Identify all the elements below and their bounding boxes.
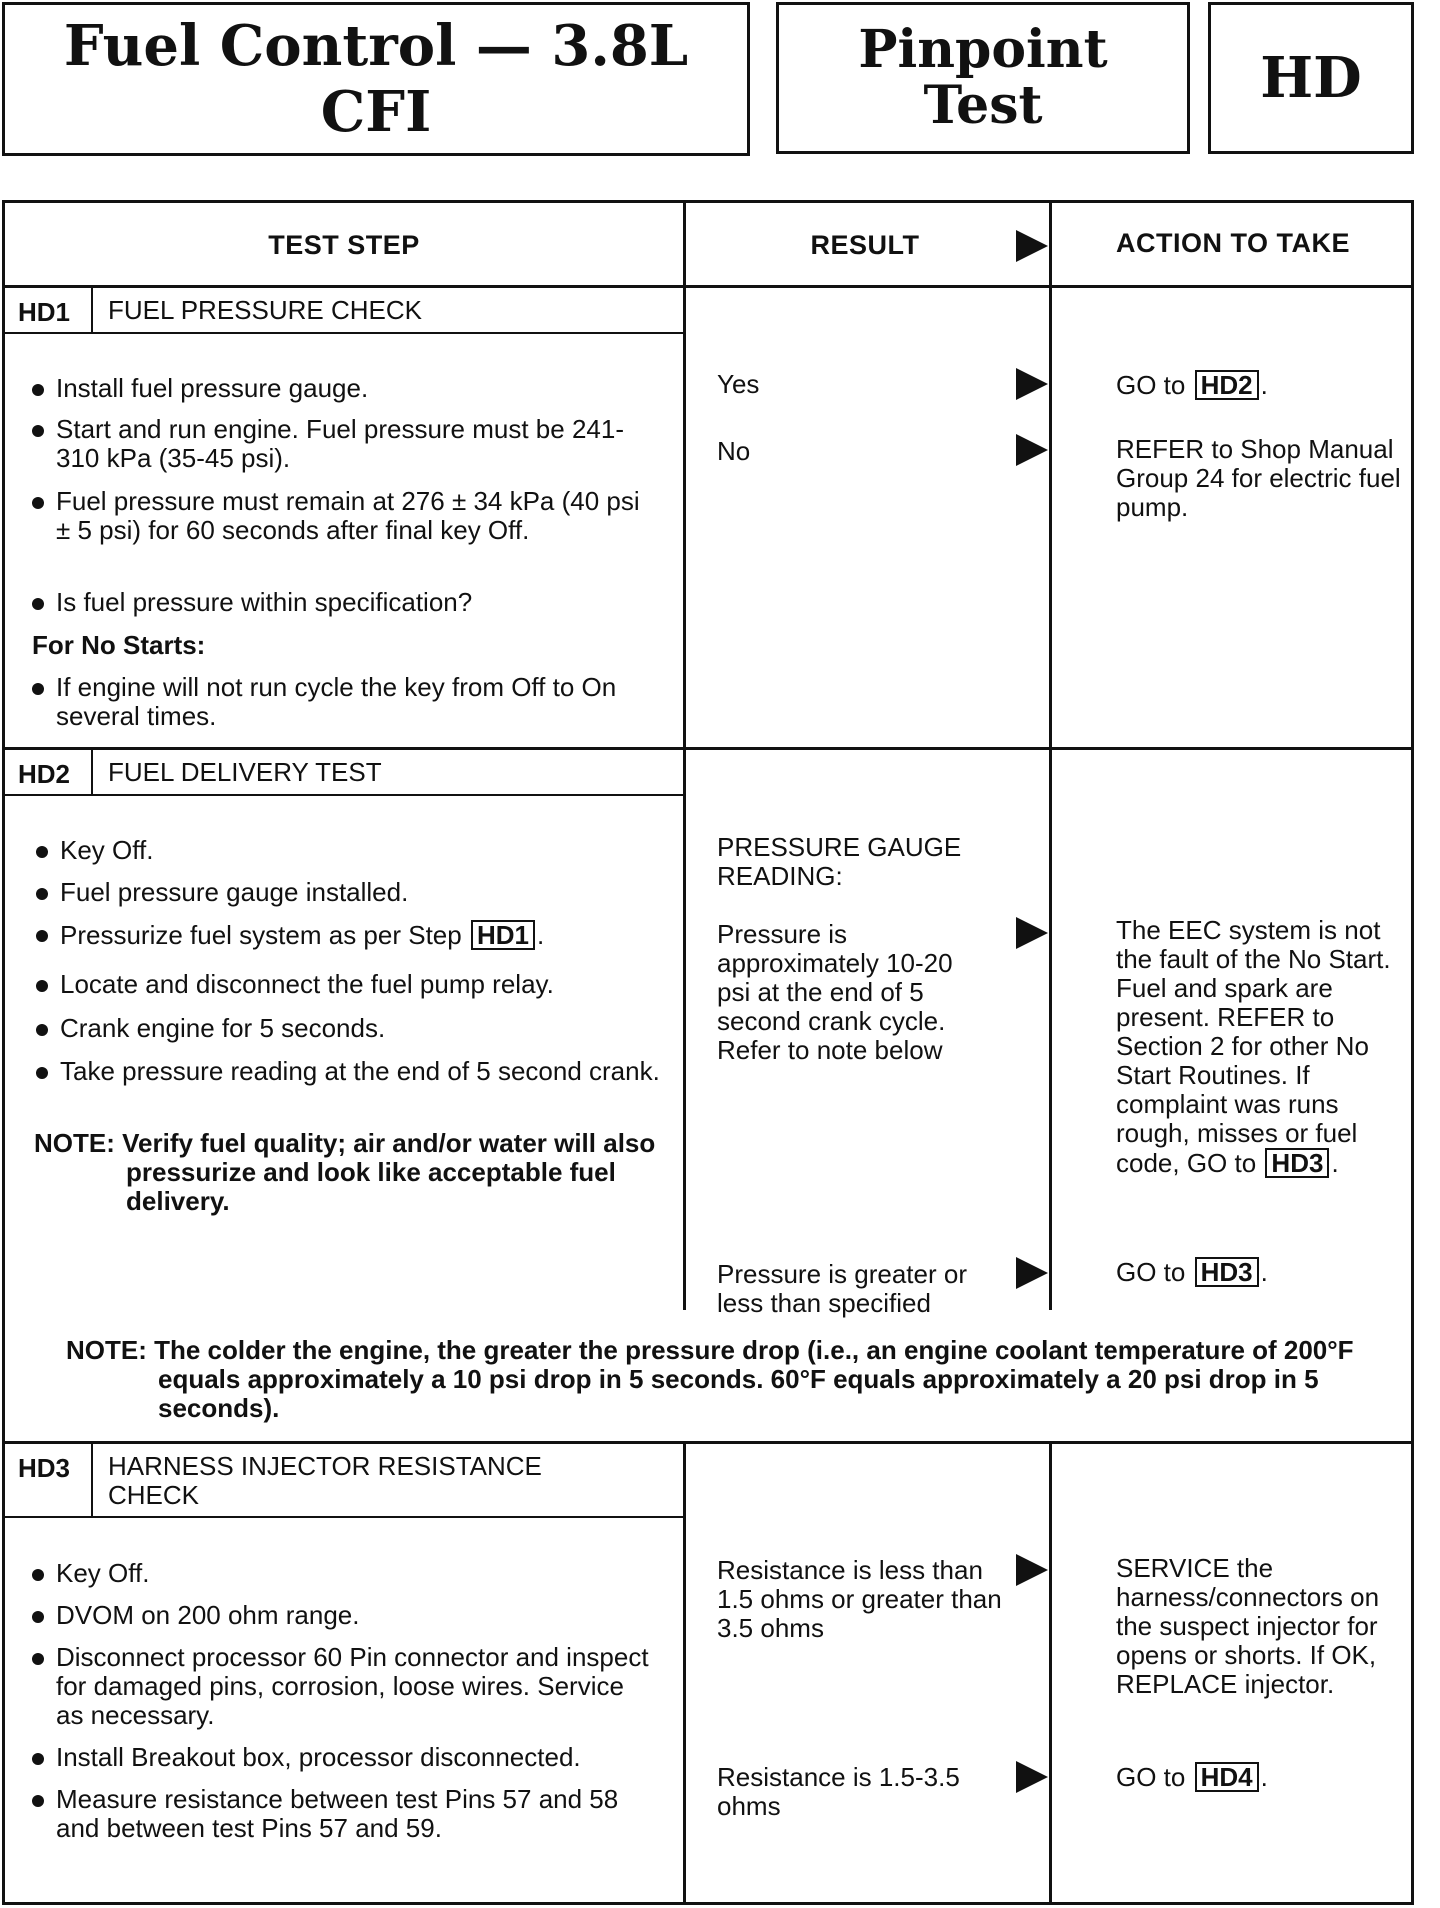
hd3-row-divider (2, 1441, 1414, 1444)
column-divider-2b (1049, 1441, 1052, 1905)
hd2-action-1-text: The EEC system is not the fault of the No Start. Fuel and spark are present. REFER to Section 2 for other No Start Routines. If complaint was runs rough, misses or fuel code, GO to (1116, 915, 1391, 1178)
hd2-step-2: Fuel pressure gauge installed. (32, 878, 662, 907)
hd2-row-divider (2, 747, 1414, 750)
hd2-label-divider (91, 748, 93, 795)
hd2-step-6: Take pressure reading at the end of 5 second crank. (32, 1057, 662, 1086)
hd2-step-3-text: Pressurize fuel system as per Step (60, 920, 462, 950)
hd3-step-title: HARNESS INJECTOR RESISTANCE CHECK (108, 1451, 542, 1510)
hd2-label-underline (2, 794, 686, 796)
document-title-box (2, 2, 750, 156)
hd2-result-heading: PRESSURE GAUGE READING: (717, 832, 962, 891)
hd2-step-id: HD2 (18, 759, 71, 789)
hd3-result-1-arrow (1016, 1554, 1048, 1586)
hd2-action-2-ref[interactable]: HD3 (1195, 1257, 1259, 1287)
hd3-step-5: Measure resistance between test Pins 57 and 58 and between test Pins 57 and 59. (28, 1785, 653, 1843)
hd1-action-yes: GO to HD2 . (1116, 370, 1268, 400)
test-code: HD (1260, 45, 1362, 111)
hd1-result-yes-arrow (1016, 368, 1048, 400)
hd1-step-1: Install fuel pressure gauge. (28, 374, 668, 403)
header-result: RESULT (810, 230, 920, 260)
hd1-step-3: Fuel pressure must remain at 276 ± 34 kPa (40 psi ± 5 psi) for 60 seconds after final key Off. (28, 487, 658, 545)
hd2-action-2-text: GO to (1116, 1257, 1186, 1287)
hd1-action-no: REFER to Shop Manual Group 24 for electric fuel pump. (1116, 434, 1401, 522)
hd2-result-1-arrow (1016, 917, 1048, 949)
hd3-step-4: Install Breakout box, processor disconnected. (28, 1743, 673, 1772)
header-test-step: TEST STEP (268, 230, 420, 260)
test-code-box (1208, 2, 1414, 154)
hd2-step-3: Pressurize fuel system as per Step HD1 . (32, 920, 672, 950)
hd3-step-1: Key Off. (28, 1559, 668, 1588)
hd1-no-starts-step: If engine will not run cycle the key from Off to On several times. (28, 673, 658, 731)
hd3-action-1: SERVICE the harness/connectors on the suspect injector for opens or shorts. If OK, REPLACE injector. (1116, 1553, 1380, 1699)
hd3-action-2-text: GO to (1116, 1762, 1186, 1792)
hd3-step-2: DVOM on 200 ohm range. (28, 1601, 668, 1630)
hd2-step-5: Crank engine for 5 seconds. (32, 1014, 672, 1043)
column-divider-1b (683, 1441, 686, 1905)
header-row-divider (2, 285, 1414, 288)
hd2-step-title: FUEL DELIVERY TEST (108, 757, 382, 787)
table-border-right (1411, 200, 1414, 1905)
hd1-action-yes-ref[interactable]: HD2 (1195, 370, 1259, 400)
hd2-action-1-ref[interactable]: HD3 (1265, 1148, 1329, 1178)
hd1-label-divider (91, 286, 93, 333)
table-border-bottom (2, 1902, 1414, 1905)
hd3-step-id: HD3 (18, 1453, 71, 1483)
hd1-no-starts-label: For No Starts: (32, 630, 206, 660)
hd1-action-yes-text: GO to (1116, 370, 1186, 400)
pinpoint-label-line2: Test (923, 75, 1043, 136)
hd2-note: NOTE: Verify fuel quality; air and/or water will also pressurize and look like acceptable fuel delivery. (34, 1128, 656, 1216)
hd2-result-1: Pressure is approximately 10-20 psi at the end of 5 second crank cycle. Refer to note below (717, 919, 953, 1065)
hd3-result-2-arrow (1016, 1761, 1048, 1793)
hd3-action-2: GO to HD4 . (1116, 1762, 1268, 1792)
hd1-label-underline (2, 332, 686, 334)
header-result-arrow (1016, 230, 1048, 262)
hd3-result-2: Resistance is 1.5-3.5 ohms (717, 1762, 960, 1821)
table-border-left (2, 200, 5, 1905)
hd1-result-no: No (717, 436, 751, 466)
header-action: ACTION TO TAKE (1116, 228, 1350, 258)
hd2-step-4: Locate and disconnect the fuel pump relay. (32, 970, 672, 999)
hd1-step-4: Is fuel pressure within specification? (28, 588, 668, 617)
hd3-action-2-ref[interactable]: HD4 (1195, 1762, 1259, 1792)
hd3-label-divider (91, 1442, 93, 1517)
column-divider-1 (683, 200, 686, 1310)
hd1-result-no-arrow (1016, 434, 1048, 466)
table-border-top (2, 200, 1414, 203)
hd3-label-underline (2, 1516, 686, 1518)
pinpoint-test-box (776, 2, 1190, 154)
hd1-result-yes: Yes (717, 369, 760, 399)
hd3-step-3: Disconnect processor 60 Pin connector and inspect for damaged pins, corrosion, loose wires. Service as necessary. (28, 1643, 653, 1730)
hd2-result-2: Pressure is greater or less than specified (717, 1259, 967, 1318)
hd2-action-2: GO to HD3 . (1116, 1257, 1268, 1287)
document-title: Fuel Control — 3.8L CFI (63, 13, 689, 145)
hd2-step-3-ref[interactable]: HD1 (471, 920, 535, 950)
hd2-result-2-arrow (1016, 1257, 1048, 1289)
hd2-step-1: Key Off. (32, 836, 662, 865)
hd2-action-1: The EEC system is not the fault of the No Start. Fuel and spark are present. REFER to Section 2 for other No Start Routines. If complaint was runs rough, misses or fuel code, GO to HD3 . (1116, 915, 1391, 1178)
pinpoint-label-line1: Pinpoint (858, 18, 1108, 80)
hd1-step-2: Start and run engine. Fuel pressure must be 241-310 kPa (35-45 psi). (28, 415, 658, 473)
hd1-step-title: FUEL PRESSURE CHECK (108, 295, 422, 325)
hd1-step-id: HD1 (18, 297, 71, 327)
hd3-result-1: Resistance is less than 1.5 ohms or greater than 3.5 ohms (717, 1555, 1002, 1643)
column-divider-2 (1049, 200, 1052, 1310)
hd2-bottom-note: NOTE: The colder the engine, the greater the pressure drop (i.e., an engine coolant temperature of 200°F equals approximately a 10 psi drop in 5 seconds. 60°F equals approximately a 20 psi drop in 5 seconds). (66, 1335, 1354, 1423)
